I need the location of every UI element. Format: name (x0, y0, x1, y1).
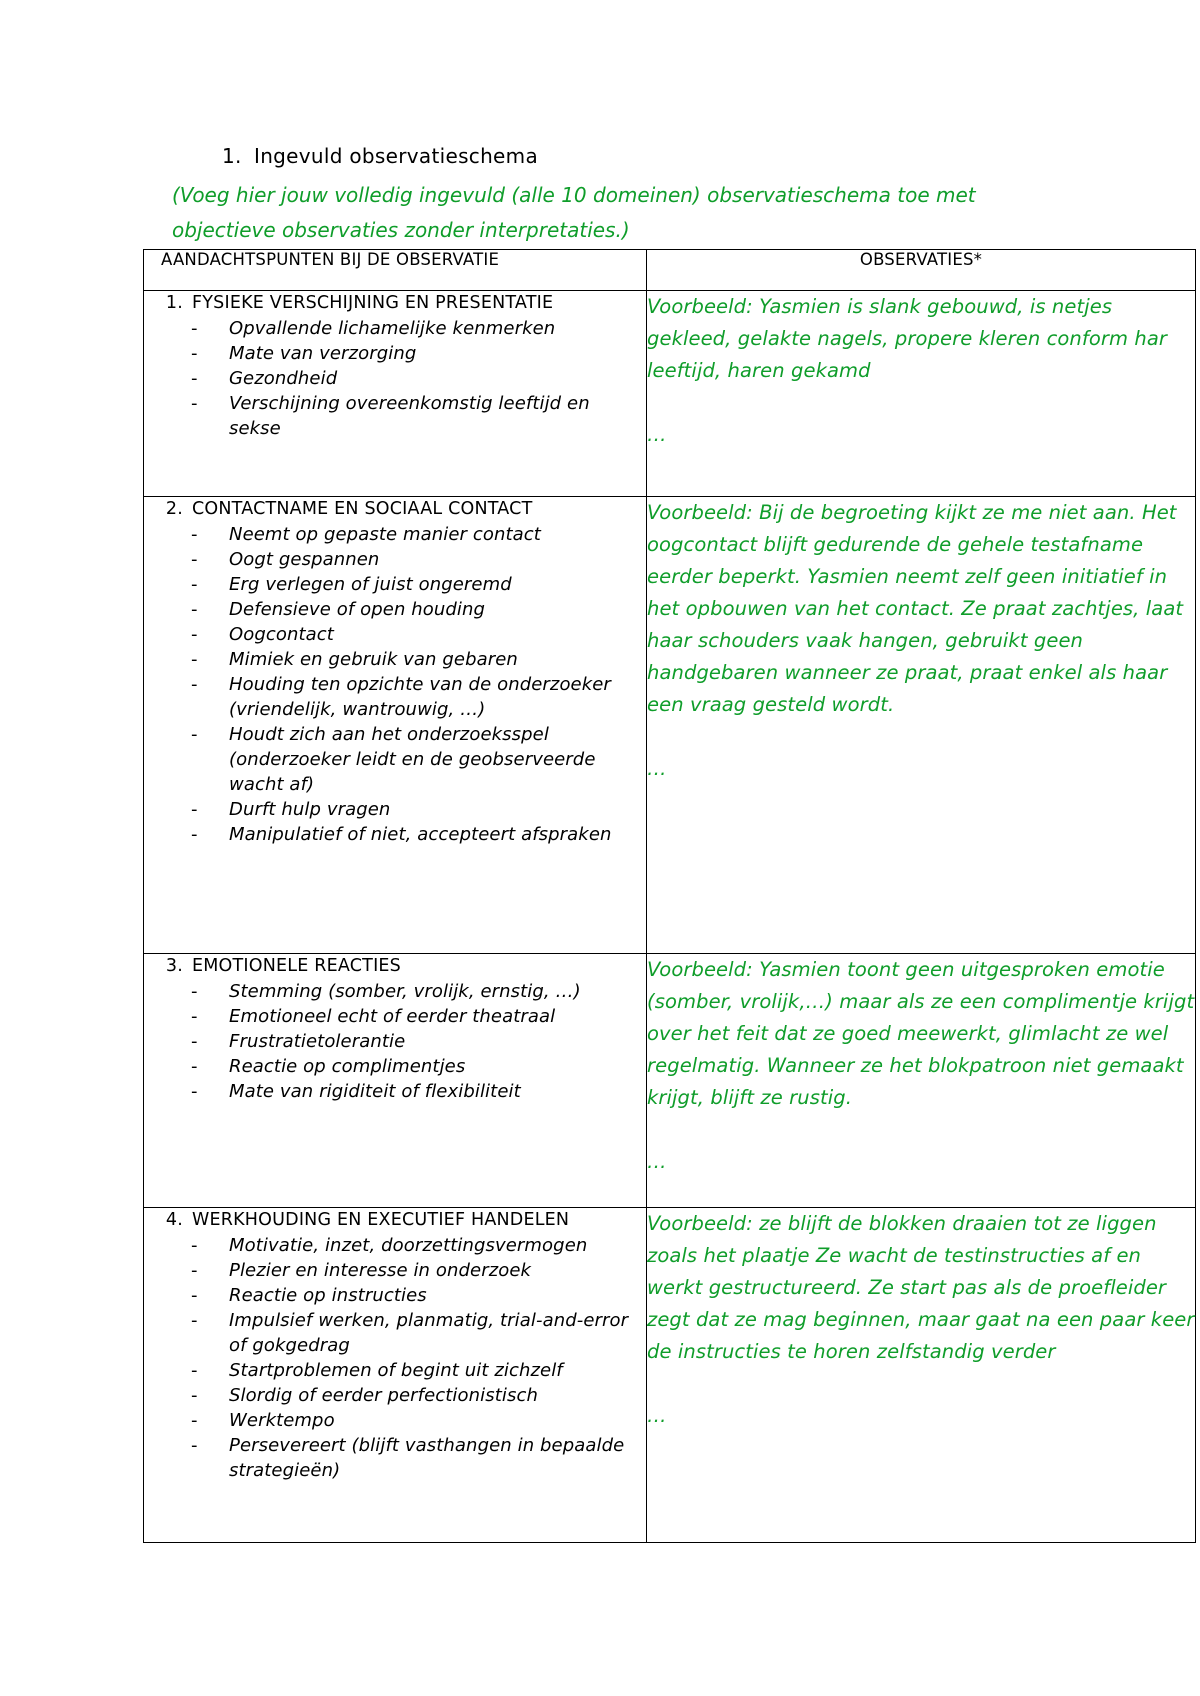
observation-text: Voorbeeld: Yasmien toont geen uitgesproken emotie (somber, vrolijk,…) maar als ze een complimentje krijgt over het feit dat ze goed meewerkt, glimlacht ze wel regelmatig. Wanneer ze het blokpatroon niet gemaakt krijgt, blijft ze rustig. (647, 958, 1195, 1109)
bullet-dash: - (191, 1385, 198, 1406)
observation-ellipsis: … (647, 1150, 667, 1173)
observation-text: Voorbeeld: Bij de begroeting kijkt ze me niet aan. Het oogcontact blijft gedurende de gehele testafname eerder beperkt. Yasmien neemt zelf geen initiatief in het opbouwen van het contact. Ze praat zachtjes, laat haar schouders vaak hangen, gebruikt geen handgebaren wanneer ze praat, praat enkel als haar een vraag gesteld wordt. (647, 501, 1184, 716)
domain-title (144, 954, 646, 979)
bullet-dash: - (191, 799, 198, 820)
attention-point-item (144, 979, 646, 1004)
attention-point-text: Frustratietolerantie (229, 1031, 406, 1052)
attention-point-item (144, 1079, 646, 1104)
bullet-dash: - (191, 574, 198, 595)
aandachtspunten-cell (144, 1208, 647, 1543)
aandachtspunten-cell (144, 497, 647, 954)
domain-title (144, 497, 646, 522)
attention-point-text: Emotioneel echt of eerder theatraal (229, 1006, 556, 1027)
attention-point-text: Gezondheid (229, 368, 338, 389)
attention-point-list (144, 522, 646, 847)
aandachtspunten-cell (144, 954, 647, 1208)
observation-text: Voorbeeld: ze blijft de blokken draaien tot ze liggen zoals het plaatje Ze wacht de testinstructies af en werkt gestructureerd. Ze start pas als de proefleider zegt dat ze mag beginnen, maar gaat na een paar keer de instructies te horen zelfstandig verder (647, 1212, 1195, 1363)
attention-point-text: Mate van verzorging (229, 343, 417, 364)
attention-point-item (144, 597, 646, 622)
attention-point-item (144, 1258, 646, 1283)
attention-point-item (144, 1283, 646, 1308)
observation-ellipsis: … (647, 423, 667, 446)
section-number: 1. (222, 144, 242, 168)
attention-point-text: Reactie op instructies (229, 1285, 427, 1306)
bullet-dash: - (191, 824, 198, 845)
attention-point-item (144, 672, 646, 722)
attention-point-text: Impulsief werken, planmatig, trial-and-error of gokgedrag (229, 1310, 629, 1356)
section-title: Ingevuld observatieschema (254, 144, 539, 168)
bullet-dash: - (191, 1056, 198, 1077)
attention-point-text: Defensieve of open houding (229, 599, 486, 620)
domain-number: 4. (165, 1210, 183, 1230)
bullet-dash: - (191, 1310, 198, 1331)
domain-title (144, 291, 646, 316)
attention-point-text: Stemming (somber, vrolijk, ernstig, …) (229, 981, 581, 1002)
bullet-dash: - (191, 649, 198, 670)
attention-point-item (144, 1433, 646, 1483)
attention-point-text: Opvallende lichamelijke kenmerken (229, 318, 556, 339)
domain-title (144, 1208, 646, 1233)
attention-point-list (144, 1233, 646, 1483)
bullet-dash: - (191, 1235, 198, 1256)
attention-point-item (144, 1029, 646, 1054)
domain-name: FYSIEKE VERSCHIJNING EN PRESENTATIE (192, 293, 554, 313)
attention-point-list (144, 316, 646, 441)
attention-point-item (144, 391, 646, 441)
attention-point-item (144, 797, 646, 822)
attention-point-item (144, 522, 646, 547)
attention-point-item (144, 316, 646, 341)
attention-point-text: Neemt op gepaste manier contact (229, 524, 541, 545)
bullet-dash: - (191, 343, 198, 364)
observation-cell[interactable] (647, 1208, 1196, 1543)
instruction-text: (Voeg hier jouw volledig ingevuld (alle 10 domeinen) observatieschema toe met objectieve observaties zonder interpretaties.) (172, 183, 976, 242)
domain-number: 1. (165, 293, 183, 313)
attention-point-item (144, 1383, 646, 1408)
attention-point-item (144, 1004, 646, 1029)
bullet-dash: - (191, 1006, 198, 1027)
col-header-observaties: OBSERVATIES* (647, 250, 1196, 291)
bullet-dash: - (191, 524, 198, 545)
section-heading (222, 144, 538, 168)
domain-name: CONTACTNAME EN SOCIAAL CONTACT (192, 499, 533, 519)
attention-point-text: Startproblemen of begint uit zichzelf (229, 1360, 563, 1381)
attention-point-item (144, 1233, 646, 1258)
attention-point-text: Houdt zich aan het onderzoeksspel (onderzoeker leidt en de geobserveerde wacht af) (229, 724, 596, 795)
attention-point-item (144, 722, 646, 797)
attention-point-text: Oogt gespannen (229, 549, 380, 570)
attention-point-text: Manipulatief of niet, accepteert afspraken (229, 824, 612, 845)
attention-point-item (144, 1308, 646, 1358)
observation-ellipsis: … (647, 1404, 667, 1427)
attention-point-text: Persevereert (blijft vasthangen in bepaalde strategieën) (229, 1435, 625, 1481)
observation-cell[interactable] (647, 497, 1196, 954)
observation-cell[interactable] (647, 954, 1196, 1208)
attention-point-item (144, 572, 646, 597)
observation-ellipsis: … (647, 757, 667, 780)
col-header-aandachtspunten: AANDACHTSPUNTEN BIJ DE OBSERVATIE (144, 250, 647, 291)
bullet-dash: - (191, 674, 198, 695)
attention-point-text: Oogcontact (229, 624, 334, 645)
table-row (144, 497, 1196, 954)
observation-table (143, 249, 1196, 1543)
bullet-dash: - (191, 1435, 198, 1456)
attention-point-text: Mate van rigiditeit of flexibiliteit (229, 1081, 521, 1102)
observation-text: Voorbeeld: Yasmien is slank gebouwd, is netjes gekleed, gelakte nagels, propere kleren conform har leeftijd, haren gekamd (647, 295, 1168, 382)
bullet-dash: - (191, 724, 198, 745)
attention-point-item (144, 341, 646, 366)
table-row (144, 291, 1196, 497)
attention-point-item (144, 547, 646, 572)
attention-point-item (144, 366, 646, 391)
bullet-dash: - (191, 318, 198, 339)
bullet-dash: - (191, 1410, 198, 1431)
bullet-dash: - (191, 1081, 198, 1102)
bullet-dash: - (191, 599, 198, 620)
attention-point-text: Werktempo (229, 1410, 335, 1431)
domain-name: EMOTIONELE REACTIES (192, 956, 401, 976)
attention-point-item (144, 622, 646, 647)
domain-number: 3. (165, 956, 183, 976)
bullet-dash: - (191, 1285, 198, 1306)
attention-point-list (144, 979, 646, 1104)
attention-point-text: Verschijning overeenkomstig leeftijd en sekse (229, 393, 590, 439)
bullet-dash: - (191, 549, 198, 570)
attention-point-text: Plezier en interesse in onderzoek (229, 1260, 532, 1281)
bullet-dash: - (191, 1031, 198, 1052)
bullet-dash: - (191, 1360, 198, 1381)
attention-point-text: Motivatie, inzet, doorzettingsvermogen (229, 1235, 588, 1256)
bullet-dash: - (191, 368, 198, 389)
attention-point-text: Erg verlegen of juist ongeremd (229, 574, 512, 595)
aandachtspunten-cell (144, 291, 647, 497)
domain-number: 2. (165, 499, 183, 519)
observation-cell[interactable] (647, 291, 1196, 497)
attention-point-text: Houding ten opzichte van de onderzoeker (vriendelijk, wantrouwig, …) (229, 674, 611, 720)
attention-point-text: Reactie op complimentjes (229, 1056, 466, 1077)
attention-point-item (144, 1054, 646, 1079)
table-row (144, 1208, 1196, 1543)
attention-point-text: Mimiek en gebruik van gebaren (229, 649, 518, 670)
attention-point-item (144, 647, 646, 672)
attention-point-item (144, 1408, 646, 1433)
table-row (144, 954, 1196, 1208)
attention-point-text: Slordig of eerder perfectionistisch (229, 1385, 538, 1406)
domain-name: WERKHOUDING EN EXECUTIEF HANDELEN (192, 1210, 570, 1230)
attention-point-item (144, 822, 646, 847)
bullet-dash: - (191, 393, 198, 414)
table-header-row (144, 250, 1196, 291)
bullet-dash: - (191, 1260, 198, 1281)
bullet-dash: - (191, 624, 198, 645)
attention-point-text: Durft hulp vragen (229, 799, 391, 820)
bullet-dash: - (191, 981, 198, 1002)
attention-point-item (144, 1358, 646, 1383)
